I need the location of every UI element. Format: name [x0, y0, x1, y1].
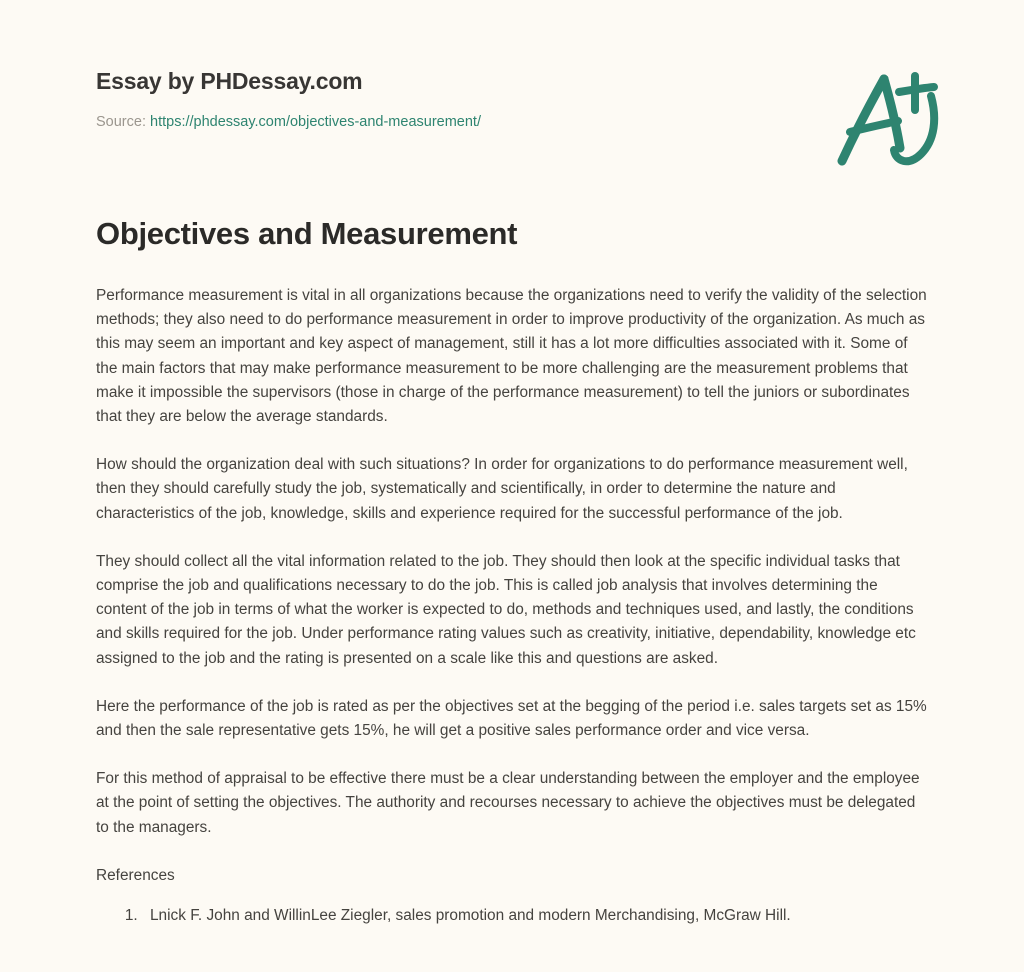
source-line — [96, 112, 928, 132]
source-label: Source: — [96, 114, 146, 130]
reference-item: 1. Lnick F. John and WillinLee Ziegler, sales promotion and modern Merchandising, McGraw Hill. — [142, 904, 930, 928]
page-title: Objectives and Measurement — [96, 216, 518, 251]
a-plus-logo-icon — [828, 62, 946, 170]
paragraph: They should collect all the vital information related to the job. They should then look at the specific individual tasks that comprise the job and qualifications necessary to do the job. This is called job analysis that involves determining the content of the job in terms of what the worker is expected to do, methods and techniques used, and lastly, the conditions and skills required for the job. Under performance rating values such as creativity, initiative, dependability, knowledge etc assigned to the job and the rating is presented on a scale like this and questions are asked. — [96, 552, 916, 667]
paragraph: Here the performance of the job is rated as per the objectives set at the begging of the period i.e. sales targets set as 15% and then the sale representative gets 15%, he will get a positive sales performance order and vice versa. — [96, 697, 927, 740]
article — [96, 214, 930, 928]
article-body — [96, 284, 930, 928]
source-link[interactable]: https://phdessay.com/objectives-and-measurement/ — [150, 114, 481, 130]
references-list — [96, 904, 930, 928]
a-plus-logo — [828, 62, 946, 170]
paragraph: Performance measurement is vital in all organizations because the organizations need to verify the validity of the selection methods; they also need to do performance measurement in order to improve productivity of the organization. As much as this may seem an important and key aspect of management, still it has a lot more difficulties associated with it. Some of the main factors that may make performance measurement to be more challenging are the measurement problems that make it impossible the supervisors (those in charge of the performance measurement) to tell the juniors or subordinates that they are below the average standards. — [96, 287, 927, 426]
brand-title: Essay by PHDessay.com — [96, 68, 363, 94]
page-header — [96, 66, 928, 176]
paragraph: For this method of appraisal to be effective there must be a clear understanding between the employer and the employee at the point of setting the objectives. The authority and recourses necessary to achieve the objectives must be delegated to the managers. — [96, 770, 920, 836]
references-heading: References — [96, 866, 175, 884]
paragraph: How should the organization deal with such situations? In order for organizations to do performance measurement well, then they should carefully study the job, systematically and scientifically, in order to determine the nature and characteristics of the job, knowledge, skills and experience required for the successful performance of the job. — [96, 456, 908, 522]
